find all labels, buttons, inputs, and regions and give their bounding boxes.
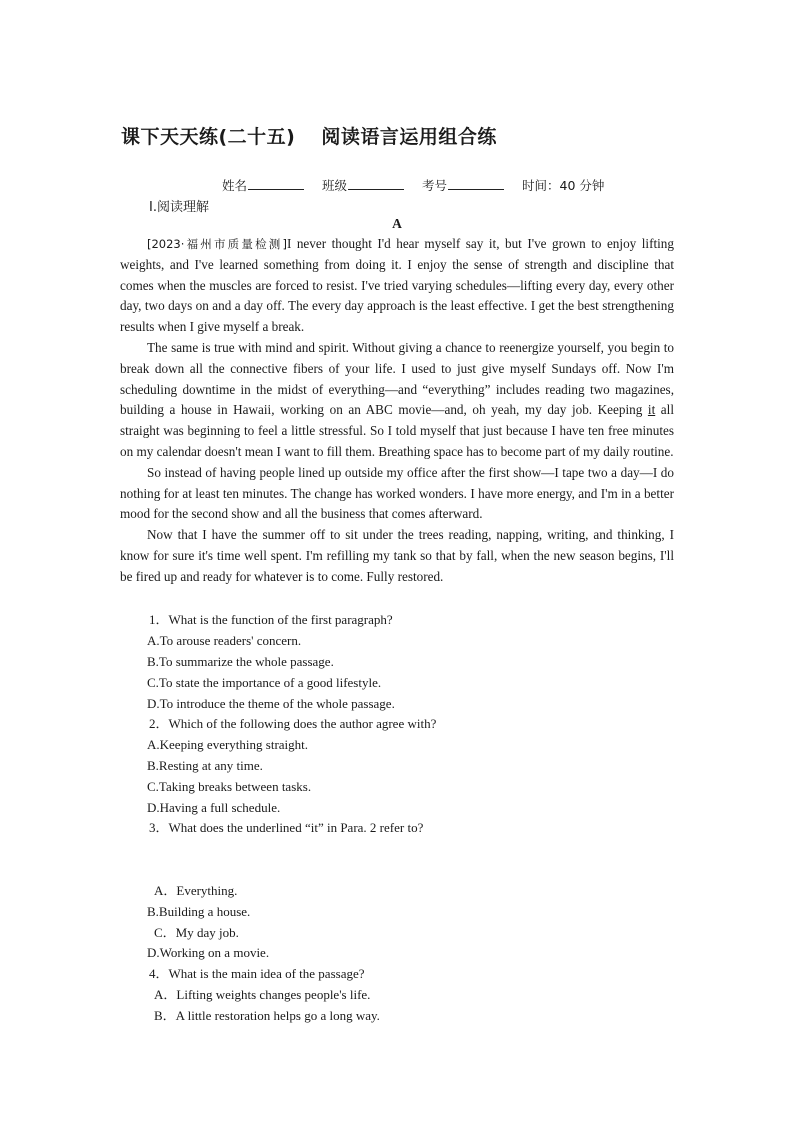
passage-label: A [392, 216, 402, 231]
question-3-option-a[interactable]: A．Everything. [154, 883, 238, 898]
paragraph-2: The same is true with mind and spirit. Without giving a chance to reenergize yourself, you begin to break down all the connective fibers of your life. I used to just give myself Sundays off. Now I'm scheduling downtime in the midst of everything—and “everything” includes reading two magazines, building a house in Hawaii, working on an ABC movie—and, oh yeah, my day job. Keeping it all straight was beginning to feel a little stressful. So I told myself that just because I have ten free minutes on my calendar doesn't mean I want to fill them. Breathing space has to become part of my daily routine. [120, 339, 674, 459]
source-tag: [2023·福州市质量检测] [147, 237, 287, 251]
paragraph-1: [2023·福州市质量检测]I never thought I'd hear myself say it, but I've grown to enjoy lifting weights, and I've learned something from doing it. I enjoy the sense of strength and discipline that comes when the muscles are forced to resist. I've tried varying schedules—lifting every day, every other day, two days on and a day off. The every day approach is the least effective. I get the best strengthening results when I give myself a break. [120, 236, 674, 335]
question-1-option-d[interactable]: D.To introduce the theme of the whole passage. [147, 696, 395, 711]
underlined-it: it [647, 402, 656, 418]
exam-number-field[interactable]: 考号 [422, 178, 504, 193]
question-4-option-a[interactable]: A．Lifting weights changes people's life. [154, 987, 371, 1002]
paragraph-4: Now that I have the summer off to sit under the trees reading, napping, writing, and thinking, I know for sure it's time well spent. I'm refilling my tank so that by fall, when the new season begins, I'll be fired up and ready for whatever is to come. Fully restored. [120, 527, 674, 584]
question-2-option-b[interactable]: B.Resting at any time. [147, 758, 263, 773]
question-2-option-c[interactable]: C.Taking breaks between tasks. [147, 779, 312, 794]
student-info-line [222, 176, 604, 194]
time-limit: 时间：40 分钟 [522, 178, 605, 193]
paragraph-3: So instead of having people lined up outside my office after the first show—I tape two a day—I do nothing for at least ten minutes. The change has worked wonders. I have more energy, and I'm in a better mood for the second show and all the business that comes afterward. [120, 464, 674, 522]
question-1-stem: 1．What is the function of the first paragraph? [149, 612, 393, 627]
section-heading: Ⅰ.阅读理解 [149, 200, 209, 215]
class-field[interactable]: 班级 [322, 178, 404, 193]
passage-body [120, 234, 674, 588]
question-2-option-a[interactable]: A.Keeping everything straight. [147, 737, 309, 752]
question-1-option-b[interactable]: B.To summarize the whole passage. [147, 654, 334, 669]
title-part1: 课下天天练(二十五) [121, 126, 296, 148]
name-field[interactable]: 姓名 [222, 178, 304, 193]
page-title [121, 122, 497, 149]
question-3-option-d[interactable]: D.Working on a movie. [147, 945, 270, 960]
question-2-option-d[interactable]: D.Having a full schedule. [147, 800, 281, 815]
question-1-option-c[interactable]: C.To state the importance of a good lifestyle. [147, 675, 382, 690]
question-4-stem: 4．What is the main idea of the passage? [149, 966, 365, 981]
question-3-stem: 3．What does the underlined “it” in Para. 2 refer to? [149, 820, 424, 835]
question-3-option-b[interactable]: B.Building a house. [147, 904, 251, 919]
title-part2: 阅读语言运用组合练 [321, 126, 497, 148]
question-3-option-c[interactable]: C．My day job. [154, 925, 239, 940]
question-2-stem: 2．Which of the following does the author agree with? [149, 716, 437, 731]
question-4-option-b[interactable]: B．A little restoration helps go a long way. [154, 1008, 380, 1023]
question-1-option-a[interactable]: A.To arouse readers' concern. [147, 633, 302, 648]
